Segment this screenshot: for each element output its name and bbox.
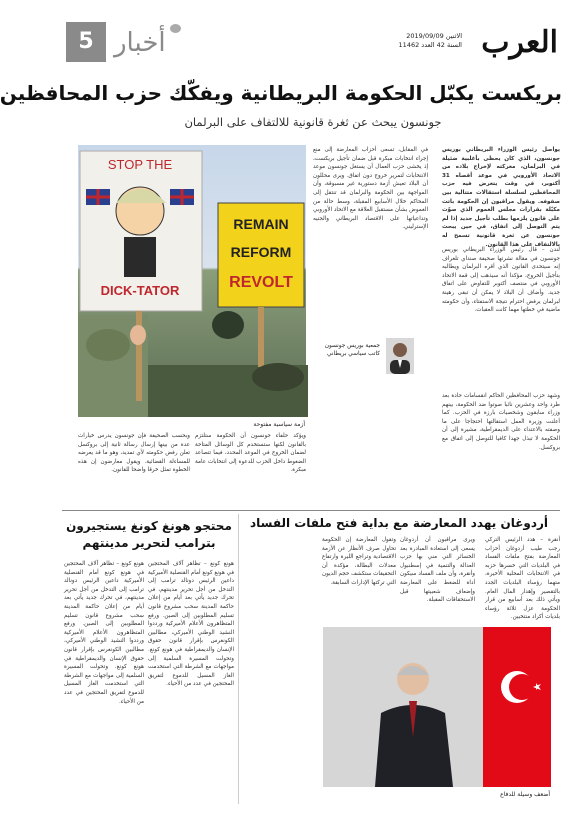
hongkong-column-1: [148, 560, 234, 804]
article-paragraph: هونغ كونغ – تظاهر آلاف المحتجين في هونغ كونغ أمام القنصلية الأميركية داعين الرئيس دونالد ترامب إلى التدخل من أجل تحرير مدينتهم، في تحرك جديد يأتي بعد أيام من إعلان حاكمة المدينة سحب مشروع قانون تسليم المطلوبين إلى الصين. ورفع المتظاهرون الأعلام الأميركية ورددوا النشيد الوطني الأميركي، مطالبين الكونغرس بإقرار قانون حقوق الإنسان والديمقراطية في هونغ كونغ. وتحولت المسيرة السلمية إلى مواجهات مع الشرطة التي استخدمت الغاز المسيل للدموع لتفريق المحتجين في عدد من الأحياء.: [64, 561, 144, 705]
issue-text: السنة 42 العدد 11462: [398, 41, 462, 49]
date-text: الاثنين 2019/09/09: [406, 32, 462, 40]
erdogan-column-3: [322, 536, 396, 622]
dateline: [399, 32, 462, 50]
article-lead-column: [442, 146, 560, 248]
page-number: 5: [66, 22, 106, 62]
article-paragraph: ويؤكد حلفاء جونسون أن الحكومة ستلتزم بالقانون لكنها ستستخدم كل الوسائل المتاحة لضمان الخروج في الموعد المحدد، فيما تتصاعد الضغوط داخل الحزب للدعوة إلى انتخابات عامة مبكرة.: [195, 433, 306, 474]
article-column-right-b: [442, 392, 560, 504]
article-paragraph: وتقول المعارضة إن الحكومة تحاول صرف الأنظار عن الأزمة الاقتصادية وتراجع الليرة وارتفاع معدلات البطالة، مؤكدة أن التحقيقات ستكشف حجم الديون التي تركتها الإدارات السابقة.: [322, 537, 396, 586]
sign-text-reform: REFORM: [230, 244, 292, 260]
article-column-left-b: [195, 432, 306, 504]
hongkong-column-2: [64, 560, 144, 804]
erdogan-photo: [323, 627, 551, 787]
speech-bubble-icon: [170, 24, 181, 33]
section-divider: [62, 510, 560, 511]
erdogan-column-2: [400, 536, 475, 622]
sign-text-remain: REMAIN: [233, 216, 289, 232]
protest-photo: [78, 145, 306, 417]
photo-caption: أزمة سياسية مفتوحة: [253, 421, 305, 428]
sign-text-revolt: REVOLT: [229, 274, 293, 291]
column-rule: [238, 514, 239, 804]
article-paragraph: ويرى مراقبون أن أردوغان يسعى إلى استعادة المبادرة بعد الخسائر التي مني بها حزب العدالة والتنمية في إسطنبول وأنقرة، وأن ملف الفساد سيكون أداة للضغط على المعارضة وإضعاف شعبيتها قبل الاستحقاقات المقبلة.: [400, 537, 475, 604]
newspaper-logo: العرب: [481, 25, 558, 60]
article-paragraph: أنقرة – هدد الرئيس التركي رجب طيب أردوغان أحزاب المعارضة بفتح ملفات الفساد في البلديات التي خسرها حزبه في الانتخابات المحلية الأخيرة، متهما رؤساء البلديات الجدد بالتقصير وإهدار المال العام. ويأتي ذلك بعد أسابيع من قرار الحكومة عزل ثلاثة رؤساء بلديات أكراد منتخبين.: [485, 537, 560, 621]
article-column-middle: [313, 146, 428, 504]
author-title: كاتب سياسي بريطاني: [327, 351, 380, 357]
sign-text-dicktator: DICK-TATOR: [100, 283, 180, 298]
sign-text-stop: STOP THE: [107, 157, 173, 172]
erdogan-headline: أردوغان يهدد المعارضة مع بداية فتح ملفات الفساد: [249, 516, 549, 530]
main-headline: بريكست يكبّل الحكومة البريطانية ويفكّك حزب المحافظين: [0, 81, 562, 105]
article-column-right-a: [442, 246, 560, 334]
page-header: [66, 22, 558, 68]
article-paragraph: لندن – قال رئيس الوزراء البريطاني بوريس جونسون في مقالة نشرتها صحيفة صنداي تلغراف إنه سيتحدى القانون الذي أقره البرلمان ويطالبه بتأجيل الخروج، مؤكدا أنه سيذهب إلى قمة الاتحاد الأوروبي في منتصف أكتوبر للتفاوض على اتفاق جديد. وأضاف أن البلاد لا يمكن أن تبقى رهينة لبرلمان يرفض احترام نتيجة الاستفتاء، وأن حكومته ماضية في خطتها مهما كانت العقبات.: [442, 247, 560, 314]
article-paragraph: هونغ كونغ – تظاهر آلاف المحتجين في هونغ كونغ أمام القنصلية الأميركية داعين الرئيس دونالد ترامب إلى التدخل من أجل تحرير مدينتهم، في تحرك جديد يأتي بعد أيام من إعلان حاكمة المدينة سحب مشروع قانون تسليم المطلوبين إلى الصين. ورفع المتظاهرون الأعلام الأميركية ورددوا النشيد الوطني الأميركي، مطالبين الكونغرس بإقرار قانون حقوق الإنسان والديمقراطية في هونغ كونغ. وتحولت المسيرة السلمية إلى مواجهات مع الشرطة التي استخدمت الغاز المسيل للدموع لتفريق المحتجين في عدد من الأحياء.: [148, 561, 234, 688]
hongkong-headline-line2: بترامب لتحرير مدينتهم: [82, 536, 216, 550]
article-lead: يواصل رئيس الوزراء البريطاني بوريس جونسون، الذي كان يحظى بأغلبية ضئيلة في البرلمان، معركته لإخراج بلاده من الاتحاد الأوروبي في موعد أقصاه 31 أكتوبر، في وقت يتعرض فيه حزب المحافظين لسلسلة استقالات متتالية بين صفوفه. ويقول مراقبون إن الحكومة باتت مكبّلة بقرارات مجلس العموم الذي صوّت على قانون يلزمها بطلب تأجيل جديد إذا لم يتم التوصل إلى اتفاق، في حين يبحث جونسون عن ثغرة قانونية تسمح له بالالتفاف على هذا القانون.: [442, 147, 560, 248]
hongkong-headline-line1: محتجو هونغ كونغ يستجيرون: [66, 519, 232, 533]
article-column-left-a: [78, 432, 190, 504]
article-paragraph: وبحسب الصحيفة فإن جونسون يدرس خيارات عدة من بينها إرسال رسالة ثانية إلى بروكسل تعلن رفض حكومته لأي تمديد، وهو ما قد يعرضه للمساءلة القضائية. ويقول معارضون إن هذه الخطوة تمثل خرقا واضحا للقانون.: [78, 433, 190, 474]
photo-caption: أضعف وسيلة للدفاع: [500, 791, 550, 798]
article-paragraph: وشهد حزب المحافظين الحاكم انقسامات حادة بعد طرد واحد وعشرين نائبا صوتوا ضد الحكومة، بينهم وزراء سابقون وشخصيات بارزة في الحزب. كما أعلنت وزيرة العمل استقالتها احتجاجا على ما وصفته بالاعتداء على الديمقراطية، مشيرة إلى أن الحكومة لا تبذل جهدا كافيا للتوصل إلى اتفاق مع بروكسل.: [442, 393, 560, 451]
section-title: أخبار: [114, 28, 166, 58]
hongkong-headline: [64, 518, 234, 552]
author-name: جمعية بوريس جونسون: [324, 343, 380, 349]
main-subheadline: جونسون يبحث عن ثغرة قانونية للالتفاف على البرلمان: [184, 115, 442, 129]
article-paragraph: في المقابل، تسعى أحزاب المعارضة إلى منع إجراء انتخابات مبكرة قبل ضمان تأجيل بريكست، إذ يخشى حزب العمال أن يستغل جونسون موعد الانتخابات لتمرير خروج دون اتفاق. ويرى محللون أن البلاد تعيش أزمة دستورية غير مسبوقة، وأن المواجهة بين الحكومة والبرلمان قد تنتقل إلى المحاكم خلال الأسابيع المقبلة، وسط حالة من الغموض بشأن مستقبل العلاقة مع الاتحاد الأوروبي وتداعياتها على الاقتصاد البريطاني والجنيه الإسترليني.: [313, 147, 428, 231]
erdogan-column-1: [485, 536, 560, 622]
